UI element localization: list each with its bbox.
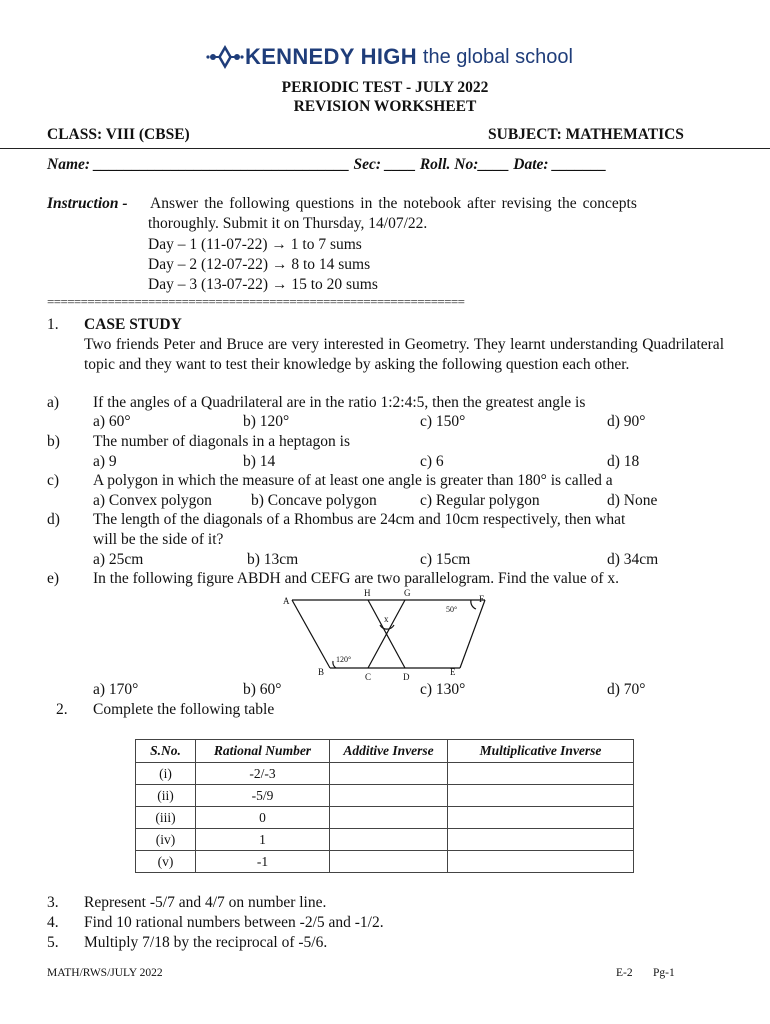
subject-label: SUBJECT: MATHEMATICS	[488, 126, 684, 143]
logo-emblem-icon	[205, 42, 245, 72]
q1c-question: A polygon in which the measure of at least one angle is greater than 180° is called a	[93, 472, 613, 489]
cell-rational: -5/9	[196, 785, 330, 807]
q3-text: Represent -5/7 and 4/7 on number line.	[84, 894, 327, 911]
q1c-label: c)	[47, 472, 60, 489]
side-ab	[292, 600, 330, 668]
q4-text: Find 10 rational numbers between -2/5 and -1/2.	[84, 914, 384, 931]
q2-number: 2.	[56, 701, 68, 718]
table-row	[136, 851, 634, 873]
test-title: PERIODIC TEST - JULY 2022	[281, 79, 489, 96]
cell-sno: (v)	[136, 851, 196, 873]
student-info-line: Name: _________________________________ Sec: ____ Roll. No:____ Date: _______	[47, 156, 607, 173]
q1b-option-a: a) 9	[93, 453, 117, 470]
q5-text: Multiply 7/18 by the reciprocal of -5/6.	[84, 934, 328, 951]
separator: ==============================================================	[47, 294, 465, 309]
q1a-question: If the angles of a Quadrilateral are in the ratio 1:2:4:5, then the greatest angle is	[93, 394, 586, 411]
q1c-option-b: b) Concave polygon	[251, 492, 377, 509]
school-brand: KENNEDY HIGH	[245, 44, 417, 69]
rational-number-table	[135, 739, 634, 873]
q4-number: 4.	[47, 914, 59, 931]
q1-intro: Two friends Peter and Bruce are very interested in Geometry. They learnt understanding Quadrilateral topic and they want to test their knowledge by asking the following question each other.	[84, 336, 724, 373]
cell-rational: 0	[196, 807, 330, 829]
schedule-day-1: Day – 1 (11-07-22) → 1 to 7 sums	[148, 236, 362, 253]
q1d-option-b: b) 13cm	[247, 551, 299, 568]
label-b: B	[318, 667, 325, 677]
q1b-question: The number of diagonals in a heptagon is	[93, 433, 350, 450]
q5-number: 5.	[47, 934, 59, 951]
instruction-label: Instruction -	[47, 195, 128, 212]
cell-rational: -2/-3	[196, 763, 330, 785]
instruction-text-2: thoroughly. Submit it on Thursday, 14/07/22.	[148, 215, 428, 232]
footer-exam-code: E-2	[616, 967, 633, 979]
label-h: H	[364, 588, 371, 598]
cell-additive	[330, 807, 448, 829]
cell-sno: (iii)	[136, 807, 196, 829]
instruction-text-1: Answer the following questions in the notebook after revising the concepts	[150, 195, 637, 212]
label-x: x	[384, 614, 389, 624]
table-row	[136, 807, 634, 829]
header-rule	[0, 148, 770, 149]
class-label: CLASS: VIII (CBSE)	[47, 126, 190, 143]
label-c: C	[365, 672, 372, 682]
schedule-day-3: Day – 3 (13-07-22) → 15 to 20 sums	[148, 276, 378, 293]
label-angle-f: 50°	[446, 605, 458, 614]
q1d-label: d)	[47, 511, 60, 528]
q1b-option-d: d) 18	[607, 453, 640, 470]
q1e-option-d: d) 70°	[607, 681, 646, 698]
col-multiplicative-inverse: Multiplicative Inverse	[448, 740, 634, 763]
table-row	[136, 785, 634, 807]
q1d-question-line1: The length of the diagonals of a Rhombus are 24cm and 10cm respectively, then what	[93, 511, 626, 528]
school-tagline: the global school	[422, 45, 573, 68]
q1a-option-d: d) 90°	[607, 413, 646, 430]
footer-code: MATH/RWS/JULY 2022	[47, 967, 163, 979]
table-row	[136, 829, 634, 851]
q1e-option-a: a) 170°	[93, 681, 139, 698]
label-g: G	[404, 588, 411, 598]
q1a-option-c: c) 150°	[420, 413, 466, 430]
q1c-option-c: c) Regular polygon	[420, 492, 540, 509]
label-angle-b: 120°	[336, 655, 352, 664]
q1c-option-a: a) Convex polygon	[93, 492, 212, 509]
q1e-label: e)	[47, 570, 60, 587]
q1d-option-d: d) 34cm	[607, 551, 659, 568]
q1d-option-c: c) 15cm	[420, 551, 471, 568]
cell-sno: (i)	[136, 763, 196, 785]
q1b-option-b: b) 14	[243, 453, 276, 470]
cell-sno: (iv)	[136, 829, 196, 851]
col-additive-inverse: Additive Inverse	[330, 740, 448, 763]
table-row	[136, 763, 634, 785]
cell-multiplicative	[448, 851, 634, 873]
q1d-option-a: a) 25cm	[93, 551, 144, 568]
q1d-question-line2: will be the side of it?	[93, 531, 224, 548]
cell-additive	[330, 829, 448, 851]
q3-number: 3.	[47, 894, 59, 911]
cell-additive	[330, 763, 448, 785]
cell-sno: (ii)	[136, 785, 196, 807]
cell-rational: -1	[196, 851, 330, 873]
cell-multiplicative	[448, 785, 634, 807]
q1c-option-d: d) None	[607, 492, 658, 509]
cell-multiplicative	[448, 829, 634, 851]
footer-page-number: Pg-1	[653, 967, 675, 979]
q1b-option-c: c) 6	[420, 453, 444, 470]
cell-multiplicative	[448, 807, 634, 829]
q1-number: 1.	[47, 316, 59, 333]
q1a-label: a)	[47, 394, 60, 411]
q2-text: Complete the following table	[93, 701, 275, 718]
parallelogram-figure	[275, 588, 500, 684]
q1b-label: b)	[47, 433, 60, 450]
worksheet-title: REVISION WORKSHEET	[293, 98, 477, 115]
label-e: E	[450, 667, 456, 677]
side-fe	[460, 600, 485, 668]
cell-multiplicative	[448, 763, 634, 785]
q1e-option-b: b) 60°	[243, 681, 282, 698]
table-header-row	[136, 740, 634, 763]
col-sno: S.No.	[136, 740, 196, 763]
q1-title: CASE STUDY	[84, 316, 182, 333]
label-f: F	[479, 594, 485, 604]
label-a: A	[283, 596, 290, 606]
label-d: D	[403, 672, 410, 682]
cell-additive	[330, 851, 448, 873]
cell-rational: 1	[196, 829, 330, 851]
q1e-option-c: c) 130°	[420, 681, 466, 698]
angle-f-arc	[471, 600, 476, 609]
school-logo	[205, 42, 573, 72]
q1e-question: In the following figure ABDH and CEFG are two parallelogram. Find the value of x.	[93, 570, 620, 587]
schedule-day-2: Day – 2 (12-07-22) → 8 to 14 sums	[148, 256, 371, 273]
q1a-option-b: b) 120°	[243, 413, 290, 430]
q1a-option-a: a) 60°	[93, 413, 131, 430]
cell-additive	[330, 785, 448, 807]
col-rational-number: Rational Number	[196, 740, 330, 763]
